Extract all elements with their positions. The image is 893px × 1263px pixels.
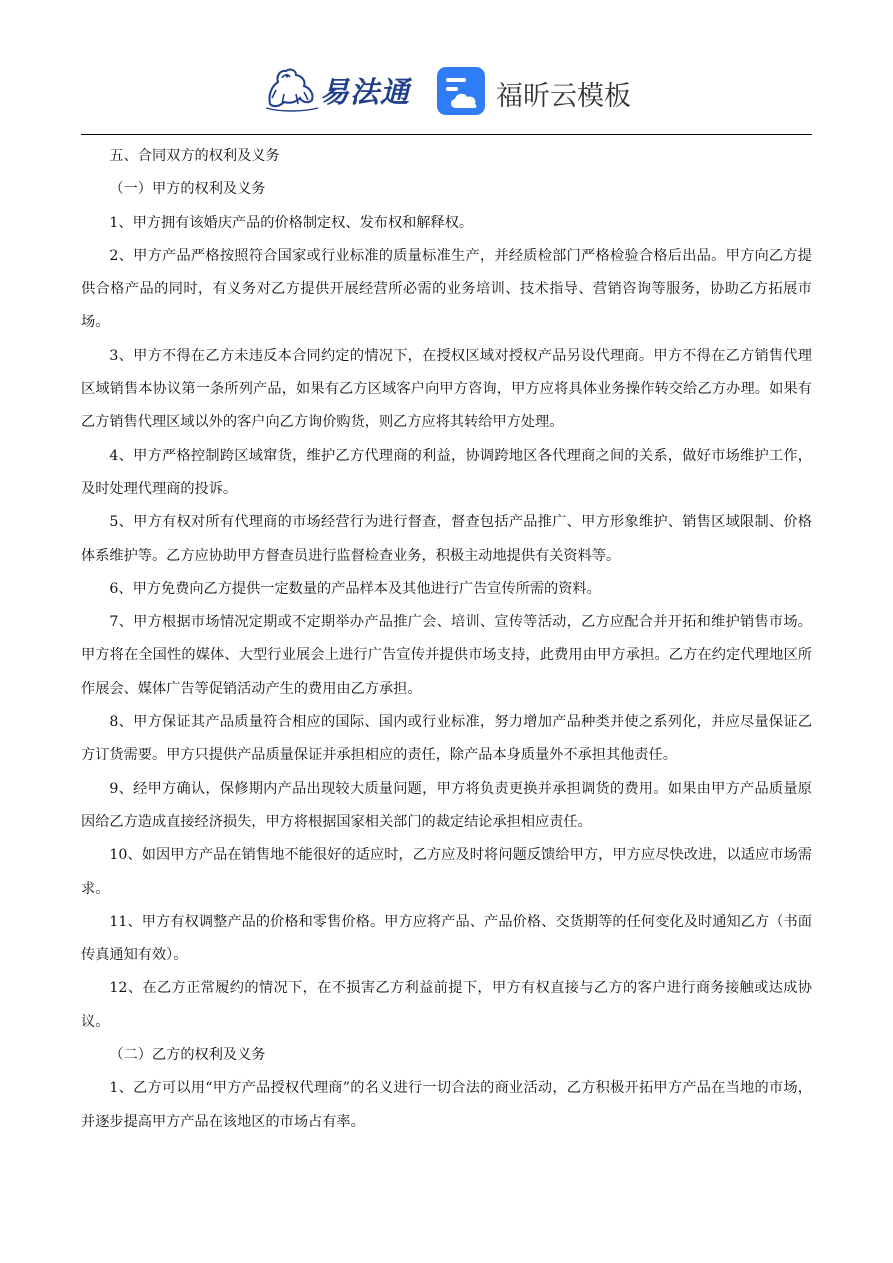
clause-paragraph: 11、甲方有权调整产品的价格和零售价格。甲方应将产品、产品价格、交货期等的任何变化及时通知乙方（书面传真通知有效）。 bbox=[81, 913, 812, 964]
clause-paragraph: 10、如因甲方产品在销售地不能很好的适应时，乙方应及时将问题反馈给甲方，甲方应尽快改进，以适应市场需求。 bbox=[81, 847, 812, 897]
document-body bbox=[81, 140, 812, 1139]
part1-title: （一）甲方的权利及义务 bbox=[109, 181, 266, 198]
clause-paragraph: 7、甲方根据市场情况定期或不定期举办产品推广会、培训、宣传等活动，乙方应配合并开拓和维护销售市场。甲方将在全国性的媒体、大型行业展会上进行广告宣传并提供市场支持，此费用由甲方承担。乙方在约定代理地区所作展会、媒体广告等促销活动产生的费用由乙方承担。 bbox=[81, 614, 812, 697]
clause-paragraph: 9、经甲方确认，保修期内产品出现较大质量问题，甲方将负责更换并承担调货的费用。如果由甲方产品质量原因给乙方造成直接经济损失，甲方将根据国家相关部门的裁定结论承担相应责任。 bbox=[81, 780, 812, 830]
clause-paragraph: 12、在乙方正常履约的情况下，在不损害乙方利益前提下，甲方有权直接与乙方的客户进行商务接触或达成协议。 bbox=[81, 980, 812, 1030]
part2-title: （二）乙方的权利及义务 bbox=[109, 1047, 266, 1064]
clause-paragraph: 6、甲方免费向乙方提供一定数量的产品样本及其他进行广告宣传所需的资料。 bbox=[109, 580, 601, 597]
clause-paragraph: 1、乙方可以用“甲方产品授权代理商”的名义进行一切合法的商业活动，乙方积极开拓甲方产品在当地的市场，并逐步提高甲方产品在该地区的市场占有率。 bbox=[81, 1080, 812, 1130]
clause-paragraph: 8、甲方保证其产品质量符合相应的国际、国内或行业标准，努力增加产品种类并使之系列化，并应尽量保证乙方订货需要。甲方只提供产品质量保证并承担相应的责任，除产品本身质量外不承担其他责任。 bbox=[81, 714, 812, 764]
logo1-text: 易法通 bbox=[320, 75, 411, 109]
logo2-text: 福昕云模板 bbox=[496, 81, 631, 112]
header-divider bbox=[81, 134, 812, 135]
clause-paragraph: 5、甲方有权对所有代理商的市场经营行为进行督查，督查包括产品推广、甲方形象维护、销售区域限制、价格体系维护等。乙方应协助甲方督查员进行监督检查业务，积极主动地提供有关资料等。 bbox=[81, 514, 812, 564]
clause-paragraph: 4、甲方严格控制跨区域窜货，维护乙方代理商的利益，协调跨地区各代理商之间的关系，做好市场维护工作，及时处理代理商的投诉。 bbox=[81, 447, 812, 497]
clause-paragraph: 2、甲方产品严格按照符合国家或行业标准的质量标准生产，并经质检部门严格检验合格后出品。甲方向乙方提供合格产品的同时，有义务对乙方提供开展经营所必需的业务培训、技术指导、营销咨询等服务，协助乙方拓展市场。 bbox=[81, 247, 812, 331]
qilin-emblem-icon bbox=[262, 64, 322, 114]
foxit-cloud-doc-icon bbox=[436, 66, 486, 116]
clause-paragraph: 1、甲方拥有该婚庆产品的价格制定权、发布权和解释权。 bbox=[109, 214, 474, 231]
page-header bbox=[0, 0, 893, 136]
clause-paragraph: 3、甲方不得在乙方未违反本合同约定的情况下，在授权区域对授权产品另设代理商。甲方不得在乙方销售代理区域销售本协议第一条所列产品，如果有乙方区域客户向甲方咨询，甲方应将具体业务操作转交给乙方办理。如果有乙方销售代理区域以外的客户向乙方询价购货，则乙方应将其转给甲方处理。 bbox=[81, 347, 812, 431]
foxit-template-logo bbox=[436, 66, 636, 116]
yifatong-logo bbox=[262, 64, 414, 114]
section-title: 五、合同双方的权利及义务 bbox=[109, 148, 280, 164]
